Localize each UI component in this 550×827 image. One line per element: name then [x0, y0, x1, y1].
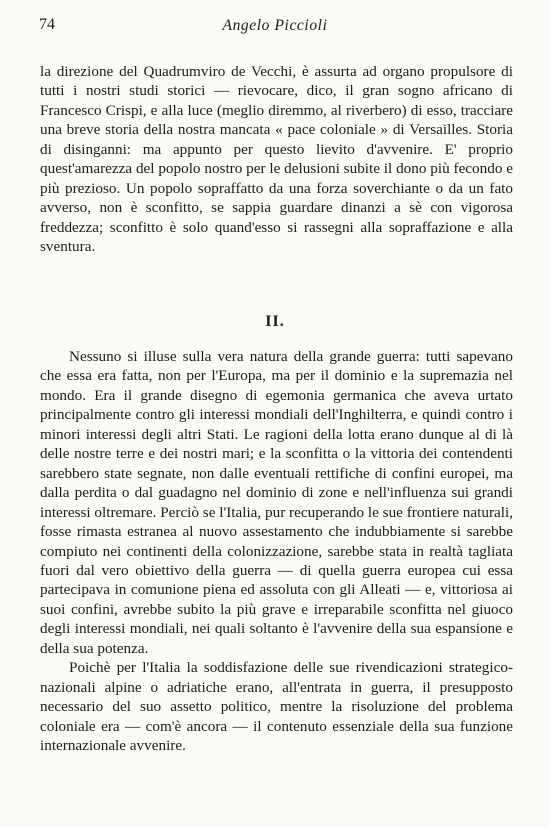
- page-header: [0, 14, 550, 40]
- page-number: 74: [39, 16, 55, 33]
- text-block-after-section: [40, 347, 513, 756]
- section-heading: II.: [265, 313, 285, 330]
- text-block-before-section: [40, 62, 513, 257]
- paragraph: Nessuno si illuse sulla vera natura della grande guerra: tutti sapevano che essa era fatta, non per l'Europa, ma per il dominio e la supremazia nel mondo. Era il grande disegno di egemonia germanica che aveva urtato principalmente contro gli interessi mondiali dell'Inghilterra, e quindi contro i minori interessi degli altri Stati. Le ragioni della lotta erano dunque al di là delle nostre terre e dei nostri mari; e la sconfitta o la vittoria dei contendenti sarebbero state segnate, non dalle eventuali rettifiche di confini europei, ma dalla perdita o dal guadagno nel dominio di zone e nell'influenza sui grandi interessi oltremare. Perciò se l'Italia, pur recuperando le sue frontiere naturali, fosse rimasta estranea al nuovo assestamento che indubbiamente si sarebbe compiuto nei continenti della colonizzazione, sarebbe stata in realtà tagliata fuori dal vero obiettivo della guerra — di quella guerra europea cui essa partecipava in comunione piena ed assoluta con gli Alleati — e, vittoriosa ai suoi confini, avrebbe subito la più grave e irreparabile sconfitta nel giuoco degli interessi mondiali, nei quali soltanto è l'avvenire della sua espansione e della sua potenza.: [40, 348, 513, 657]
- running-title: Angelo Piccioli: [222, 17, 328, 34]
- paragraph: Poichè per l'Italia la soddisfazione delle sue rivendicazioni strategico-nazionali alpine o adriatiche erano, all'entrata in guerra, il presupposto necessario del suo assetto politico, mentre la risoluzione del problema coloniale era — com'è ancora — il contenuto essenziale della sua funzione internazionale avvenire.: [40, 659, 513, 755]
- paragraph: la direzione del Quadrumviro de Vecchi, è assurta ad organo propulsore di tutti i nostri studi storici — rievocare, dico, il gran sogno africano di Francesco Crispi, e alla luce (meglio diremmo, al riverbero) di esso, tracciare una breve storia della nostra mancata « pace coloniale » di Versailles. Storia di disinganni: ma appunto per questo lievito d'avvenire. E' proprio quest'amarezza del popolo nostro per le delusioni subite il dono più fecondo e più prezioso. Un popolo sopraffatto da una forza soverchiante o da un fato avverso, non è sconfitto, se sappia guardare dinanzi a sè con vigorosa freddezza; sconfitto è solo quand'esso si rassegni alla sopraffazione e alla sventura.: [40, 63, 513, 256]
